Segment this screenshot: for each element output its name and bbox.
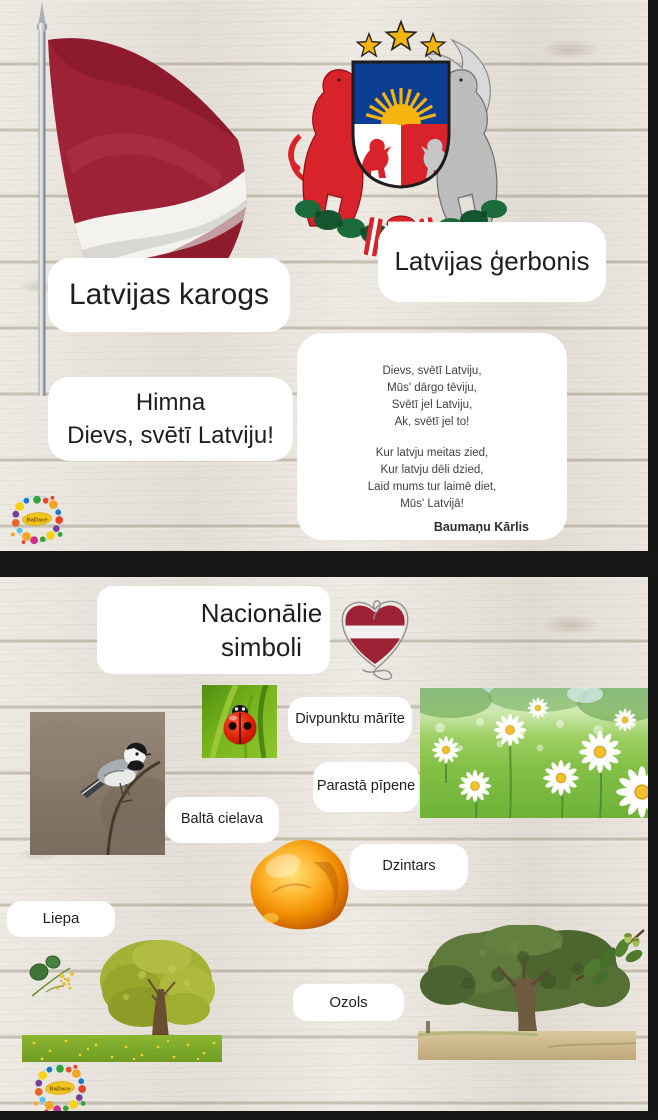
amber-image xyxy=(243,832,355,934)
amber-label-text: Dzintars xyxy=(382,858,436,875)
wagtail-label-text: Baltā cielava xyxy=(180,811,264,828)
three-stars xyxy=(357,22,445,56)
latvian-flag-image xyxy=(8,2,253,402)
logo-text: BaDace xyxy=(49,1086,71,1093)
title-line1: Nacionālie xyxy=(200,598,323,628)
daisies-image xyxy=(420,688,648,818)
amber-label xyxy=(350,844,468,890)
title-line2: simboli xyxy=(221,632,302,662)
ladybug-label-text: Divpunktu mārīte xyxy=(295,711,405,728)
badace-logo xyxy=(33,1061,87,1111)
anthem-line: Mūs' Latvijā! xyxy=(400,498,464,510)
title-bubble xyxy=(97,586,330,674)
flagpole-finial-spike xyxy=(39,2,46,23)
anthem-caption-line2: Dievs, svētī Latviju! xyxy=(67,422,274,449)
anthem-line: Mūs' dārgo tēviju, xyxy=(387,382,477,394)
oak-branch-icon xyxy=(572,926,648,988)
oak-label-text: Ozols xyxy=(329,993,368,1011)
anthem-verse1 xyxy=(382,363,481,431)
daisy-label-text: Parastā pīpene xyxy=(316,778,416,795)
anthem-caption-line1: Himna xyxy=(135,389,206,416)
linden-tree-image xyxy=(22,935,222,1062)
anthem-text-box xyxy=(297,333,567,540)
anthem-line: Kur latvju meitas zied, xyxy=(375,447,489,459)
slide-top xyxy=(0,0,648,551)
wagtail-image xyxy=(30,712,165,855)
bottom-frame-bar xyxy=(0,1111,658,1120)
logo-text: BaDace xyxy=(26,517,48,524)
heart-flag-icon xyxy=(338,594,412,684)
daisy-label xyxy=(313,762,419,812)
badace-logo xyxy=(10,492,64,546)
wagtail-label xyxy=(165,797,279,843)
linden-label xyxy=(7,901,115,937)
anthem-line: Ak, svētī jel to! xyxy=(394,416,470,428)
coat-caption xyxy=(378,222,606,302)
coat-caption-text: Latvijas ģerbonis xyxy=(394,246,590,277)
linden-label-text: Liepa xyxy=(42,910,80,927)
shield xyxy=(353,62,451,188)
ladybug-image xyxy=(202,685,277,758)
anthem-line: Svētī jel Latviju, xyxy=(391,399,473,411)
flag-caption-text: Latvijas karogs xyxy=(68,278,270,311)
anthem-line: Laid mums tur laimē diet, xyxy=(367,481,497,493)
panel-divider xyxy=(0,551,658,577)
anthem-author: Baumaņu Kārlis xyxy=(433,520,529,534)
oak-label xyxy=(293,984,404,1021)
anthem-line: Dievs, svētī Latviju, xyxy=(382,365,482,377)
ladybug-label xyxy=(288,697,412,743)
anthem-verse2 xyxy=(368,445,496,513)
anthem-line: Kur latvju dēli dzied, xyxy=(380,464,484,476)
flagpole-finial-ball xyxy=(37,22,47,32)
flag-caption xyxy=(48,258,290,332)
anthem-caption xyxy=(48,377,293,461)
slide-bottom xyxy=(0,577,648,1111)
